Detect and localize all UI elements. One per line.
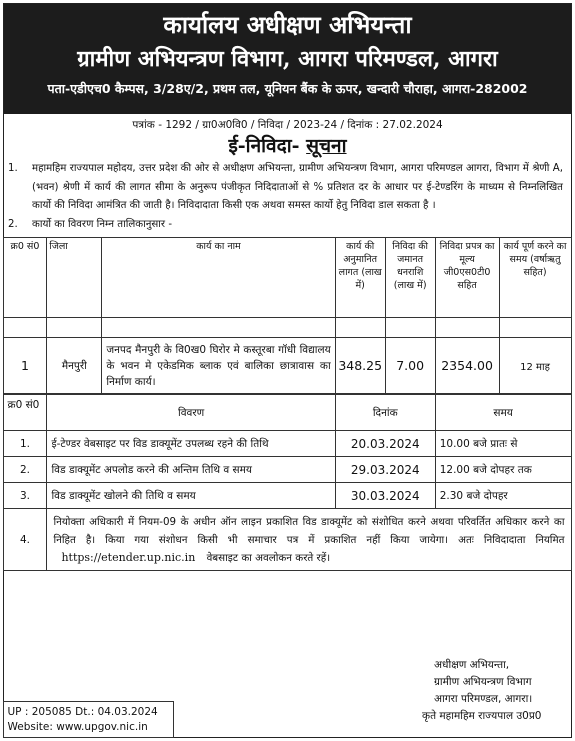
cell-work: जनपद मैनपुरी के वि0ख0 घिरोर मे कस्तूरबा गॉधी विद्यालय के भवन मे एकेडमिक ब्लाक एवं बालिका छात्रावास का निर्माण कार्य। [102,338,335,394]
reference-number: पत्रांक - 1292 / ग्रा0अ0वि0 / निविदा / 2023-24 / दिनांक : 27.02.2024 [132,119,443,131]
table-row [3,457,571,483]
table-row [3,431,571,457]
paragraph-text: कार्यो का विवरण निम्न तालिकानुसार - [32,218,173,230]
cell-time: 10.00 बजे प्रातः से [435,431,571,457]
header-time: समय [435,395,571,431]
table-row [3,338,571,394]
signature-line-4: कृते महामहिम राज्यपाल उ0प्र0 [422,710,542,722]
cell-date: 29.03.2024 [335,457,435,483]
cell-time: 2.30 बजे दोपहर [435,483,571,509]
office-title: कार्यालय अधीक्षण अभियन्ता [163,10,412,39]
works-table-header [3,238,571,318]
cell-duration: 12 माह [499,338,571,394]
notice-title [4,134,571,158]
works-table [3,237,572,394]
cell-emd: 7.00 [385,338,435,394]
signature-block [422,657,542,725]
cell-sn: 1. [3,431,47,457]
header-form-fee: निविदा प्रपत्र का मूल्य जी0एस0टी0 सहित [435,238,499,318]
paragraph-text: महामहिम राज्यपाल महोदय, उत्तर प्रदेश की ओर से अधीक्षण अभियन्ता, ग्रामीण अभियन्त्रण विभाग, आगरा परिमण्डल आगरा, विभाग में श्रेणी A,(भवन) श्रेणी में कार्य की लागत सीमा के अनुरूप पंजीकृत निदिदाताओं से % प्रतिशत दर के आधार पर ई-टेण्डरिंग के माध्यम से निम्नलिखित कार्यो की निविदा आमंत्रित की जाती है। निविदादाता किसी एक अथवा समस्त कार्यो हेतु निविदा डाल सकता है । [32,163,563,211]
paragraph-number: 2. [8,218,18,230]
office-header [4,4,571,114]
publication-box [3,701,174,738]
notice-title-part2: सूचना [306,135,347,157]
cell-time: 12.00 बजे दोपहर तक [435,457,571,483]
cell-description: विड डाक्यूमेंट खोलने की तिथि व समय [47,483,335,509]
signature-line-2: ग्रामीण अभियन्त्रण विभाग [434,676,532,688]
signature-line-1: अधीक्षण अभियन्ता, [434,659,510,671]
header-district: जिला [47,238,102,318]
header-description: विवरण [47,395,335,431]
cell-sn: 1 [3,338,47,394]
cell-date: 20.03.2024 [335,431,435,457]
header-work-name: कार्य का नाम [102,238,335,318]
etender-link[interactable]: https://etender.up.nic.in [61,550,196,564]
header-sn: क्र0 सं0 [3,238,47,318]
tender-notice [3,3,572,738]
signature-line-3: आगरा परिमण्डल, आगरा। [434,693,533,705]
header-sn: क्र0 सं0 [3,395,47,431]
cell-district: मैनपुरी [47,338,102,394]
office-address: पता-एडीएच0 कैम्पस, 3/28ए/2, प्रथम तल, यूनियन बैंक के ऊपर, खन्दारी चौराहा, आगरा-282002 [47,81,528,96]
header-duration: कार्य पूर्ण करने का समय (वर्षाऋतु सहित) [499,238,571,318]
spacer-row [3,318,571,338]
paragraph-1 [4,160,571,216]
cell-date: 30.03.2024 [335,483,435,509]
cell-sn: 2. [3,457,47,483]
note-text: नियोक्ता अधिकारी में नियम-09 के अधीन ऑन लाइन प्रकाशित विड डाक्यूमेंट को संशोधित करने अथवा परिवर्तित अधिकार करने का निहित है। किया गया संशोधन किसी भी समाचार पत्र में प्रकाशित नहीं किया जायेगा। अतः निविदादाता नियमित [53,515,565,546]
paragraph-number: 1. [8,163,18,174]
table-row [3,483,571,509]
header-date: दिनांक [335,395,435,431]
cell-cost: 348.25 [335,338,385,394]
note-text-end: वेबसाइट का अवलोकन करते रहें। [206,551,331,564]
schedule-header [3,395,571,431]
table-row [3,509,571,571]
header-emd: निविदा की जमानत धनराशि (लाख में) [385,238,435,318]
cell-form-fee: 2354.00 [435,338,499,394]
notice-title-part1: ई-निविदा- [228,135,300,157]
cell-sn: 4. [3,509,47,571]
up-number: UP : 205085 Dt.: 04.03.2024 [7,706,158,718]
paragraph-2 [4,216,571,235]
department-title: ग्रामीण अभियन्त्रण विभाग, आगरा परिमण्डल, आगरा [77,46,498,72]
cell-description: विड डाक्यूमेंट अपलोड करने की अन्तिम तिथि व समय [47,457,335,483]
cell-note [47,509,571,571]
header-cost: कार्य की अनुमानित लागत (लाख में) [335,238,385,318]
cell-description: ई-टेण्डर वेबसाइट पर विड डाक्यूमेंट उपलब्ध रहने की तिथि [47,431,335,457]
cell-sn: 3. [3,483,47,509]
website-link[interactable]: Website: www.upgov.nic.in [7,721,148,733]
schedule-table [3,394,572,571]
